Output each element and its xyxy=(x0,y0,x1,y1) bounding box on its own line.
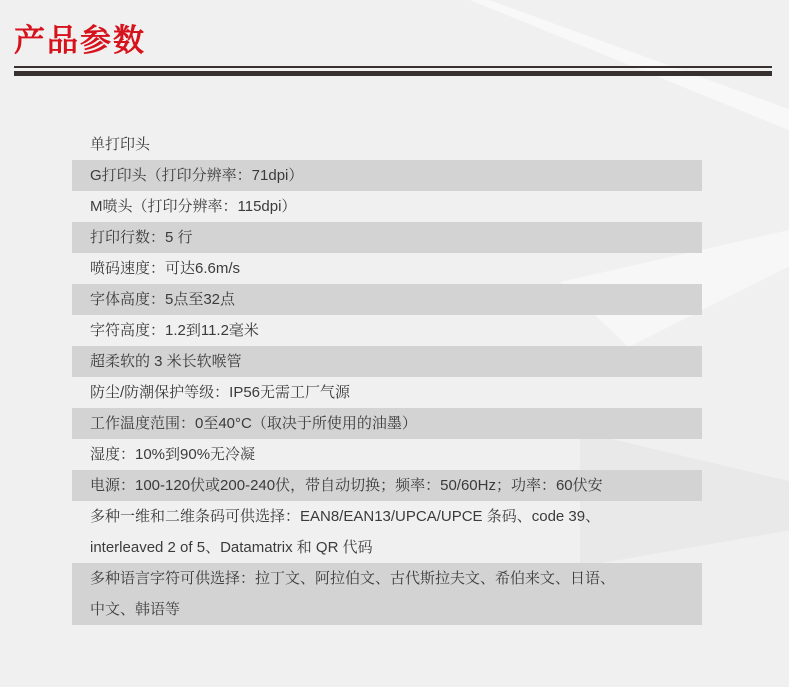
spec-text: 中文、韩语等 xyxy=(90,601,181,618)
spec-text: 喷码速度：可达6.6m/s xyxy=(90,260,241,277)
spec-text: 工作温度范围：0至40°C（取决于所使用的油墨） xyxy=(90,415,417,432)
spec-row xyxy=(72,408,702,439)
spec-row xyxy=(72,222,702,253)
spec-text: 字符高度：1.2到11.2毫米 xyxy=(90,322,259,339)
spec-text: 超柔软的 3 米长软喉管 xyxy=(90,353,242,370)
spec-text: G打印头（打印分辨率：71dpi） xyxy=(90,167,304,184)
spec-row xyxy=(72,439,702,470)
spec-text: 单打印头 xyxy=(90,136,151,153)
spec-row xyxy=(72,563,702,625)
spec-row xyxy=(72,315,702,346)
spec-text: 多种一维和二维条码可供选择：EAN8/EAN13/UPCA/UPCE 条码、code 39、 xyxy=(90,508,601,525)
page-title: 产品参数 xyxy=(14,23,146,58)
spec-text: interleaved 2 of 5、Datamatrix 和 QR 代码 xyxy=(90,539,373,556)
spec-text: 多种语言字符可供选择：拉丁文、阿拉伯文、古代斯拉夫文、希伯来文、日语、 xyxy=(90,570,616,587)
page-header xyxy=(0,0,789,76)
spec-row xyxy=(72,284,702,315)
title-divider xyxy=(14,66,772,76)
spec-row xyxy=(72,501,702,563)
spec-text: M喷头（打印分辨率：115dpi） xyxy=(90,198,297,215)
spec-text: 打印行数：5 行 xyxy=(90,229,193,246)
spec-list xyxy=(72,129,702,625)
divider-thick-line xyxy=(14,71,772,76)
spec-row xyxy=(72,470,702,501)
spec-text: 湿度：10%到90%无冷凝 xyxy=(90,446,256,463)
spec-text: 防尘/防潮保护等级：IP56无需工厂气源 xyxy=(90,384,351,401)
spec-text: 电源：100-120伏或200-240伏，带自动切换；频率：50/60Hz；功率：60伏安 xyxy=(90,477,603,494)
spec-row xyxy=(72,129,702,160)
spec-row xyxy=(72,377,702,408)
spec-row xyxy=(72,191,702,222)
spec-row xyxy=(72,160,702,191)
spec-text: 字体高度：5点至32点 xyxy=(90,291,236,308)
spec-row xyxy=(72,346,702,377)
spec-row xyxy=(72,253,702,284)
